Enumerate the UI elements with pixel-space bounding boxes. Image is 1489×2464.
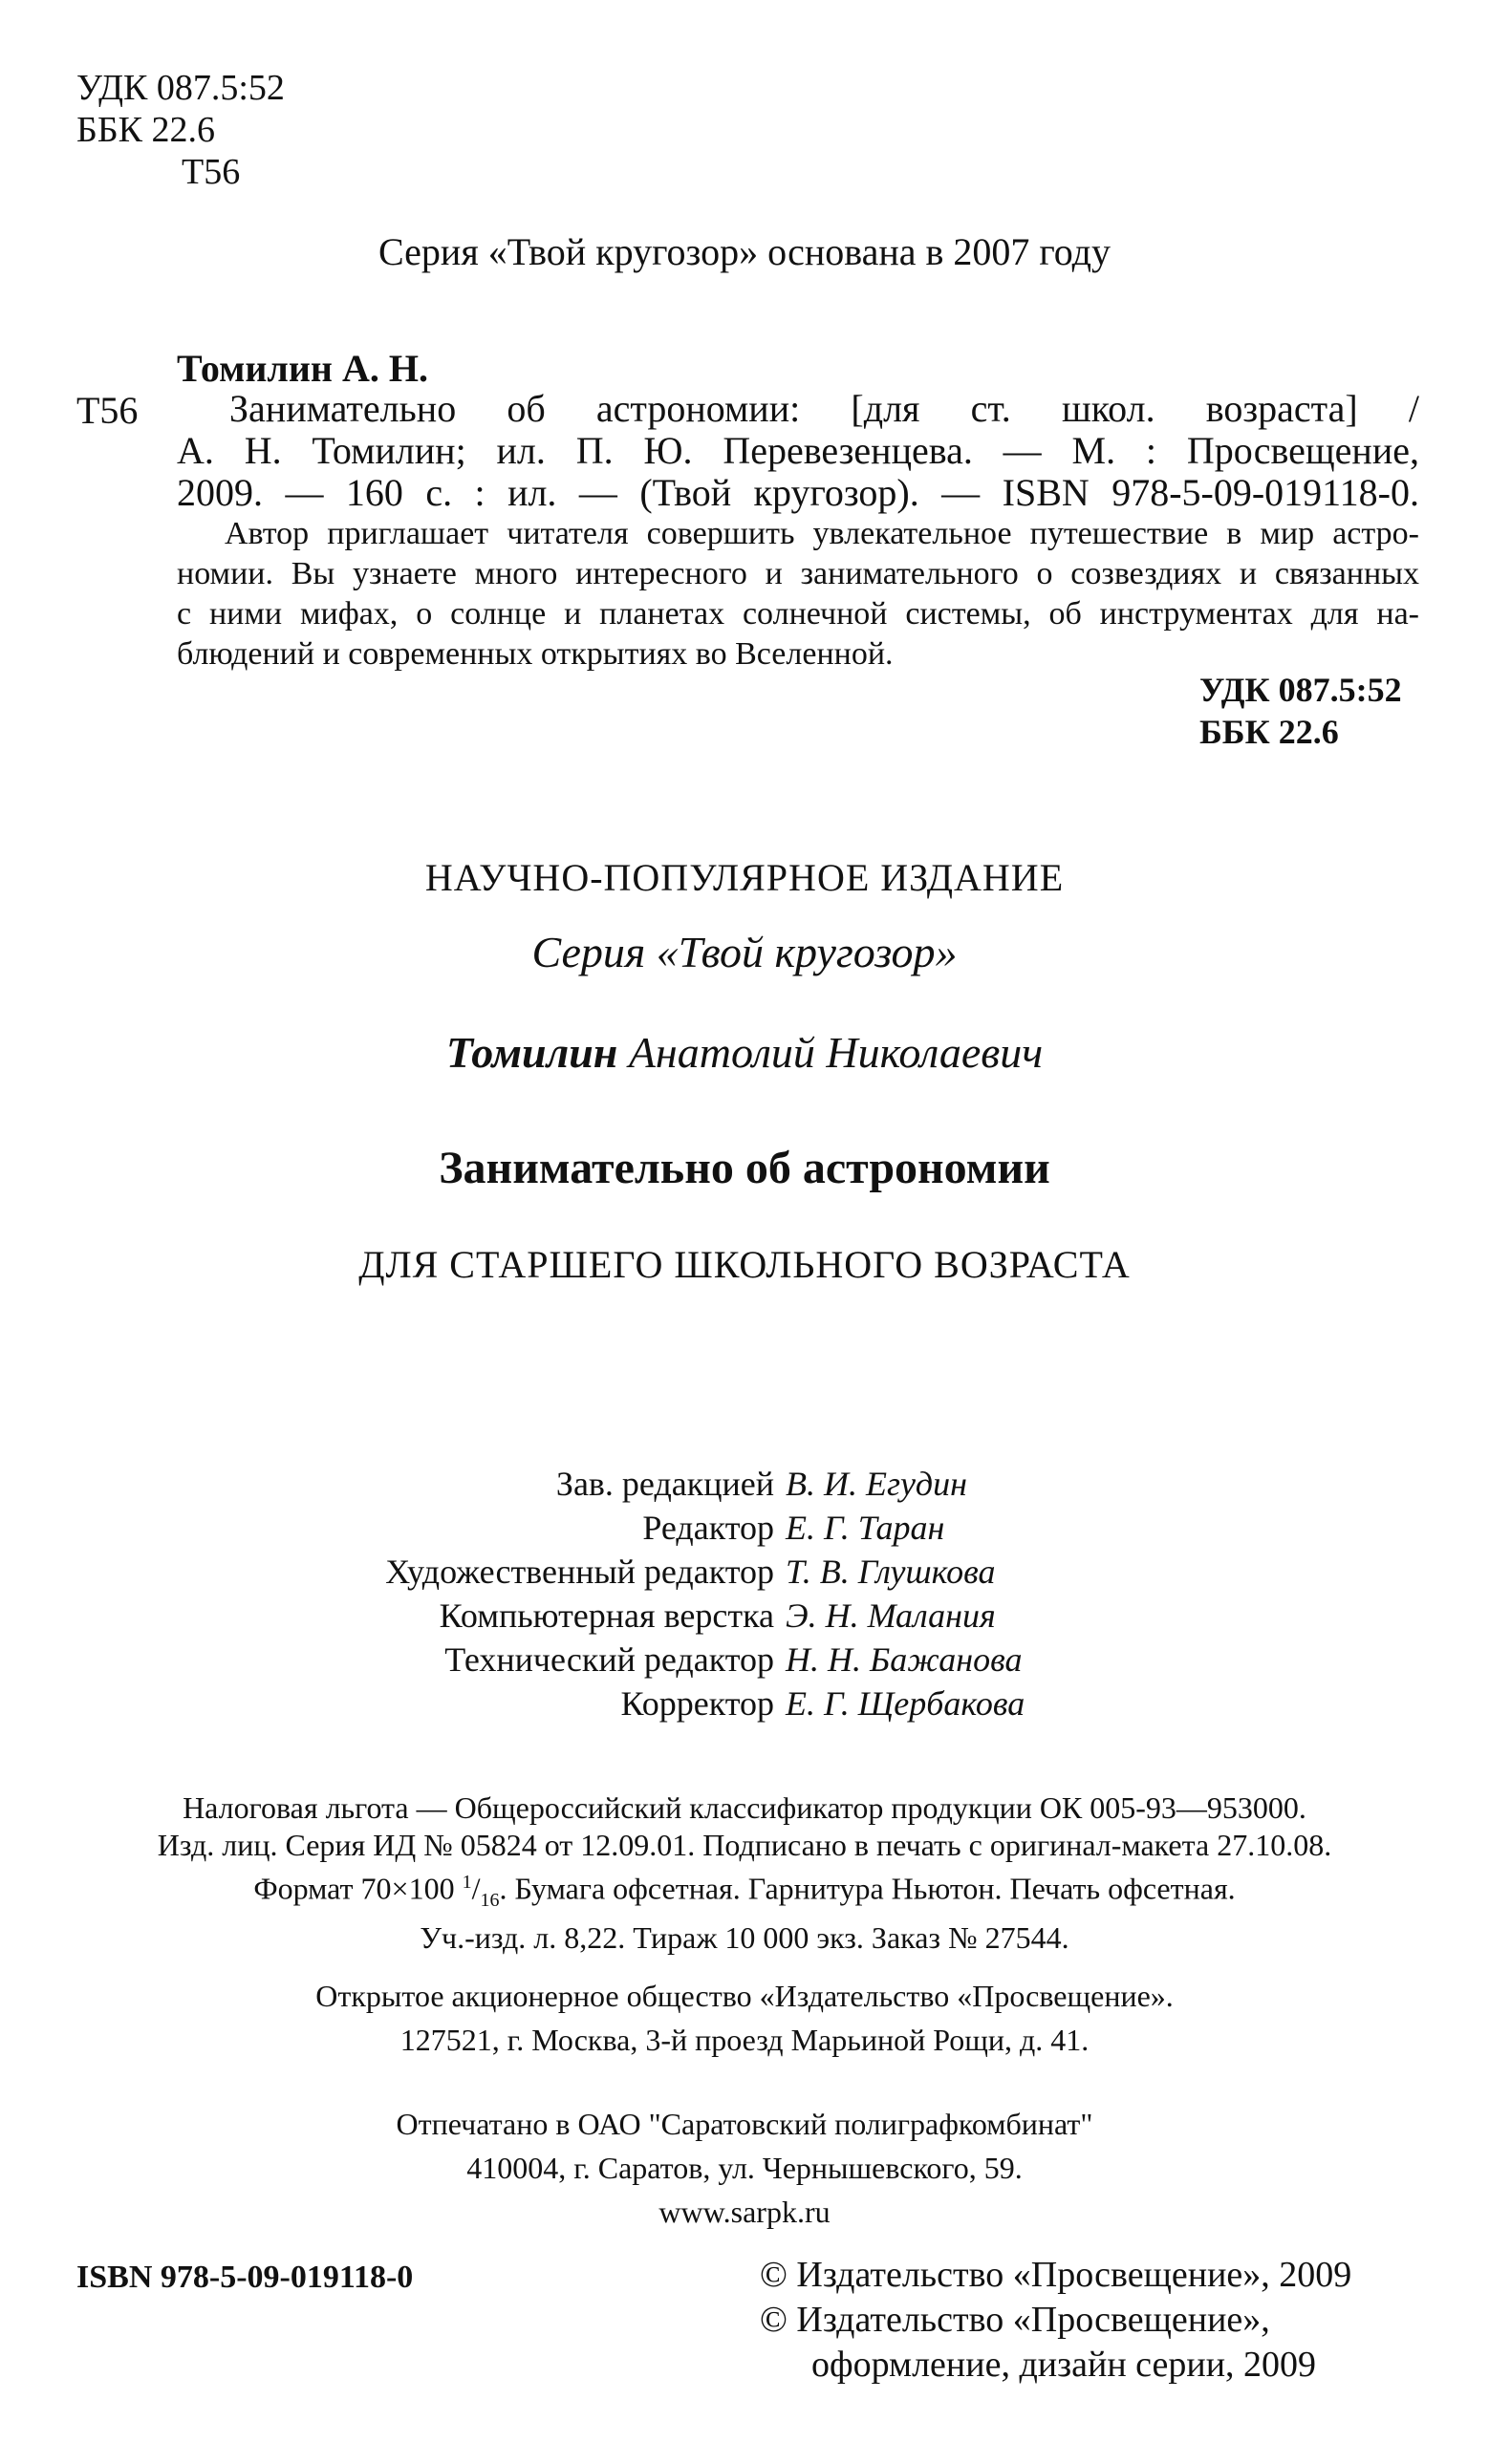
staff-role: Компьютерная верстка — [439, 1596, 774, 1635]
staff-row — [0, 1682, 1489, 1725]
printer-info — [0, 2092, 1489, 2234]
staff-row — [0, 1506, 1489, 1550]
bibliographic-line: А. Н. Томилин; ил. П. Ю. Перевезенцева. — М. : Просвещение, — [177, 429, 1419, 472]
printer-address: 410004, г. Саратов, ул. Чернышевского, 59. — [466, 2151, 1023, 2185]
annotation-line: с ними мифах, о солнце и планетах солнечной системы, об инструментах для на- — [177, 596, 1419, 632]
publisher-address: 127521, г. Москва, 3-й проезд Марьиной Рощи, д. 41. — [399, 2023, 1090, 2057]
printer-name: Отпечатано в ОАО "Саратовский полиграфкомбинат" — [396, 2107, 1093, 2141]
series-title: Серия «Твой кругозор» — [531, 928, 958, 976]
staff-role: Художественный редактор — [385, 1553, 774, 1591]
staff-name: Н. Н. Бажанова — [786, 1640, 1023, 1679]
staff-row — [0, 1594, 1489, 1638]
staff-name: Т. В. Глушкова — [786, 1553, 996, 1591]
bibliographic-line: Занимательно об астрономии: [для ст. школ. возраста] / — [229, 387, 1419, 430]
format-suffix: . Бумага офсетная. Гарнитура Ньютон. Печать офсетная. — [499, 1871, 1236, 1906]
printer-website: www.sarpk.ru — [658, 2195, 831, 2229]
annotation-line: Автор приглашает читателя совершить увлекательное путешествие в мир астро- — [225, 516, 1419, 551]
staff-name: В. И. Егудин — [786, 1465, 967, 1503]
isbn: ISBN 978-5-09-019118-0 — [76, 2260, 414, 2295]
book-title: Занимательно об астрономии — [439, 1143, 1050, 1193]
record-bbk: ББК 22.6 — [1199, 713, 1339, 751]
author-given-names: Анатолий Николаевич — [628, 1028, 1044, 1077]
annotation — [177, 514, 1419, 675]
audience: ДЛЯ СТАРШЕГО ШКОЛЬНОГО ВОЗРАСТА — [358, 1243, 1131, 1286]
tax-line: Налоговая льгота — Общероссийский классификатор продукции ОК 005-93—953000. — [183, 1790, 1306, 1825]
license-line: Изд. лиц. Серия ИД № 05824 от 12.09.01. Подписано в печать с оригинал-макета 27.10.08. — [157, 1828, 1332, 1862]
bbk-code: ББК 22.6 — [76, 110, 215, 150]
staff-name: Е. Г. Щербакова — [786, 1684, 1025, 1723]
staff-role: Технический редактор — [444, 1640, 774, 1679]
technical-data — [0, 1789, 1489, 1957]
record-udk: УДК 087.5:52 — [1199, 671, 1402, 709]
edition-type: НАУЧНО-ПОПУЛЯРНОЕ ИЗДАНИЕ — [424, 856, 1065, 899]
udk-code: УДК 087.5:52 — [76, 68, 285, 108]
copyright-block — [760, 2253, 1351, 2388]
author-name — [0, 1027, 1489, 1078]
staff-role: Корректор — [620, 1684, 774, 1723]
format-line: Формат 70×100 $^1/_{16}$. Бумага офсетная. Гарнитура Ньютон. Печать офсетная. — [253, 1871, 1236, 1912]
volume-line: Уч.-изд. л. 8,22. Тираж 10 000 экз. Заказ № 27544. — [420, 1920, 1069, 1956]
annotation-line: блюдений и современных открытиях во Вселенной. — [177, 636, 894, 672]
staff-role: Зав. редакцией — [555, 1465, 774, 1503]
format-denominator: 16 — [480, 1890, 500, 1912]
format-prefix: Формат 70×100 — [253, 1871, 463, 1906]
publisher-info — [0, 1974, 1489, 2062]
bibliographic-description — [177, 388, 1419, 514]
publisher-name: Открытое акционерное общество «Издательство «Просвещение». — [315, 1979, 1174, 2013]
copyright-line: © Издательство «Просвещение», — [760, 2300, 1270, 2340]
staff-name: Е. Г. Таран — [786, 1509, 945, 1547]
author-surname: Томилин — [445, 1028, 618, 1077]
copyright-line: оформление, дизайн серии, 2009 — [811, 2345, 1317, 2385]
bibliographic-author-sign: Т56 — [76, 389, 139, 432]
editorial-staff — [0, 1462, 1489, 1725]
staff-name: Э. Н. Малания — [786, 1596, 996, 1635]
author-sign-code: Т56 — [182, 152, 241, 192]
bibliographic-author-heading: Томилин А. Н. — [177, 347, 428, 390]
staff-row — [0, 1462, 1489, 1506]
staff-row — [0, 1638, 1489, 1682]
staff-role: Редактор — [642, 1509, 774, 1547]
annotation-line: номии. Вы узнаете много интересного и занимательного о созвездиях и связанных — [177, 556, 1419, 591]
copyright-line: © Издательство «Просвещение», 2009 — [760, 2255, 1352, 2295]
series-founded-note: Серия «Твой кругозор» основана в 2007 году — [378, 230, 1111, 273]
format-numerator: 1 — [462, 1872, 472, 1893]
bibliographic-line: 2009. — 160 с. : ил. — (Твой кругозор). — ISBN 978-5-09-019118-0. — [177, 471, 1419, 514]
record-classification — [1199, 669, 1402, 753]
staff-row — [0, 1550, 1489, 1594]
